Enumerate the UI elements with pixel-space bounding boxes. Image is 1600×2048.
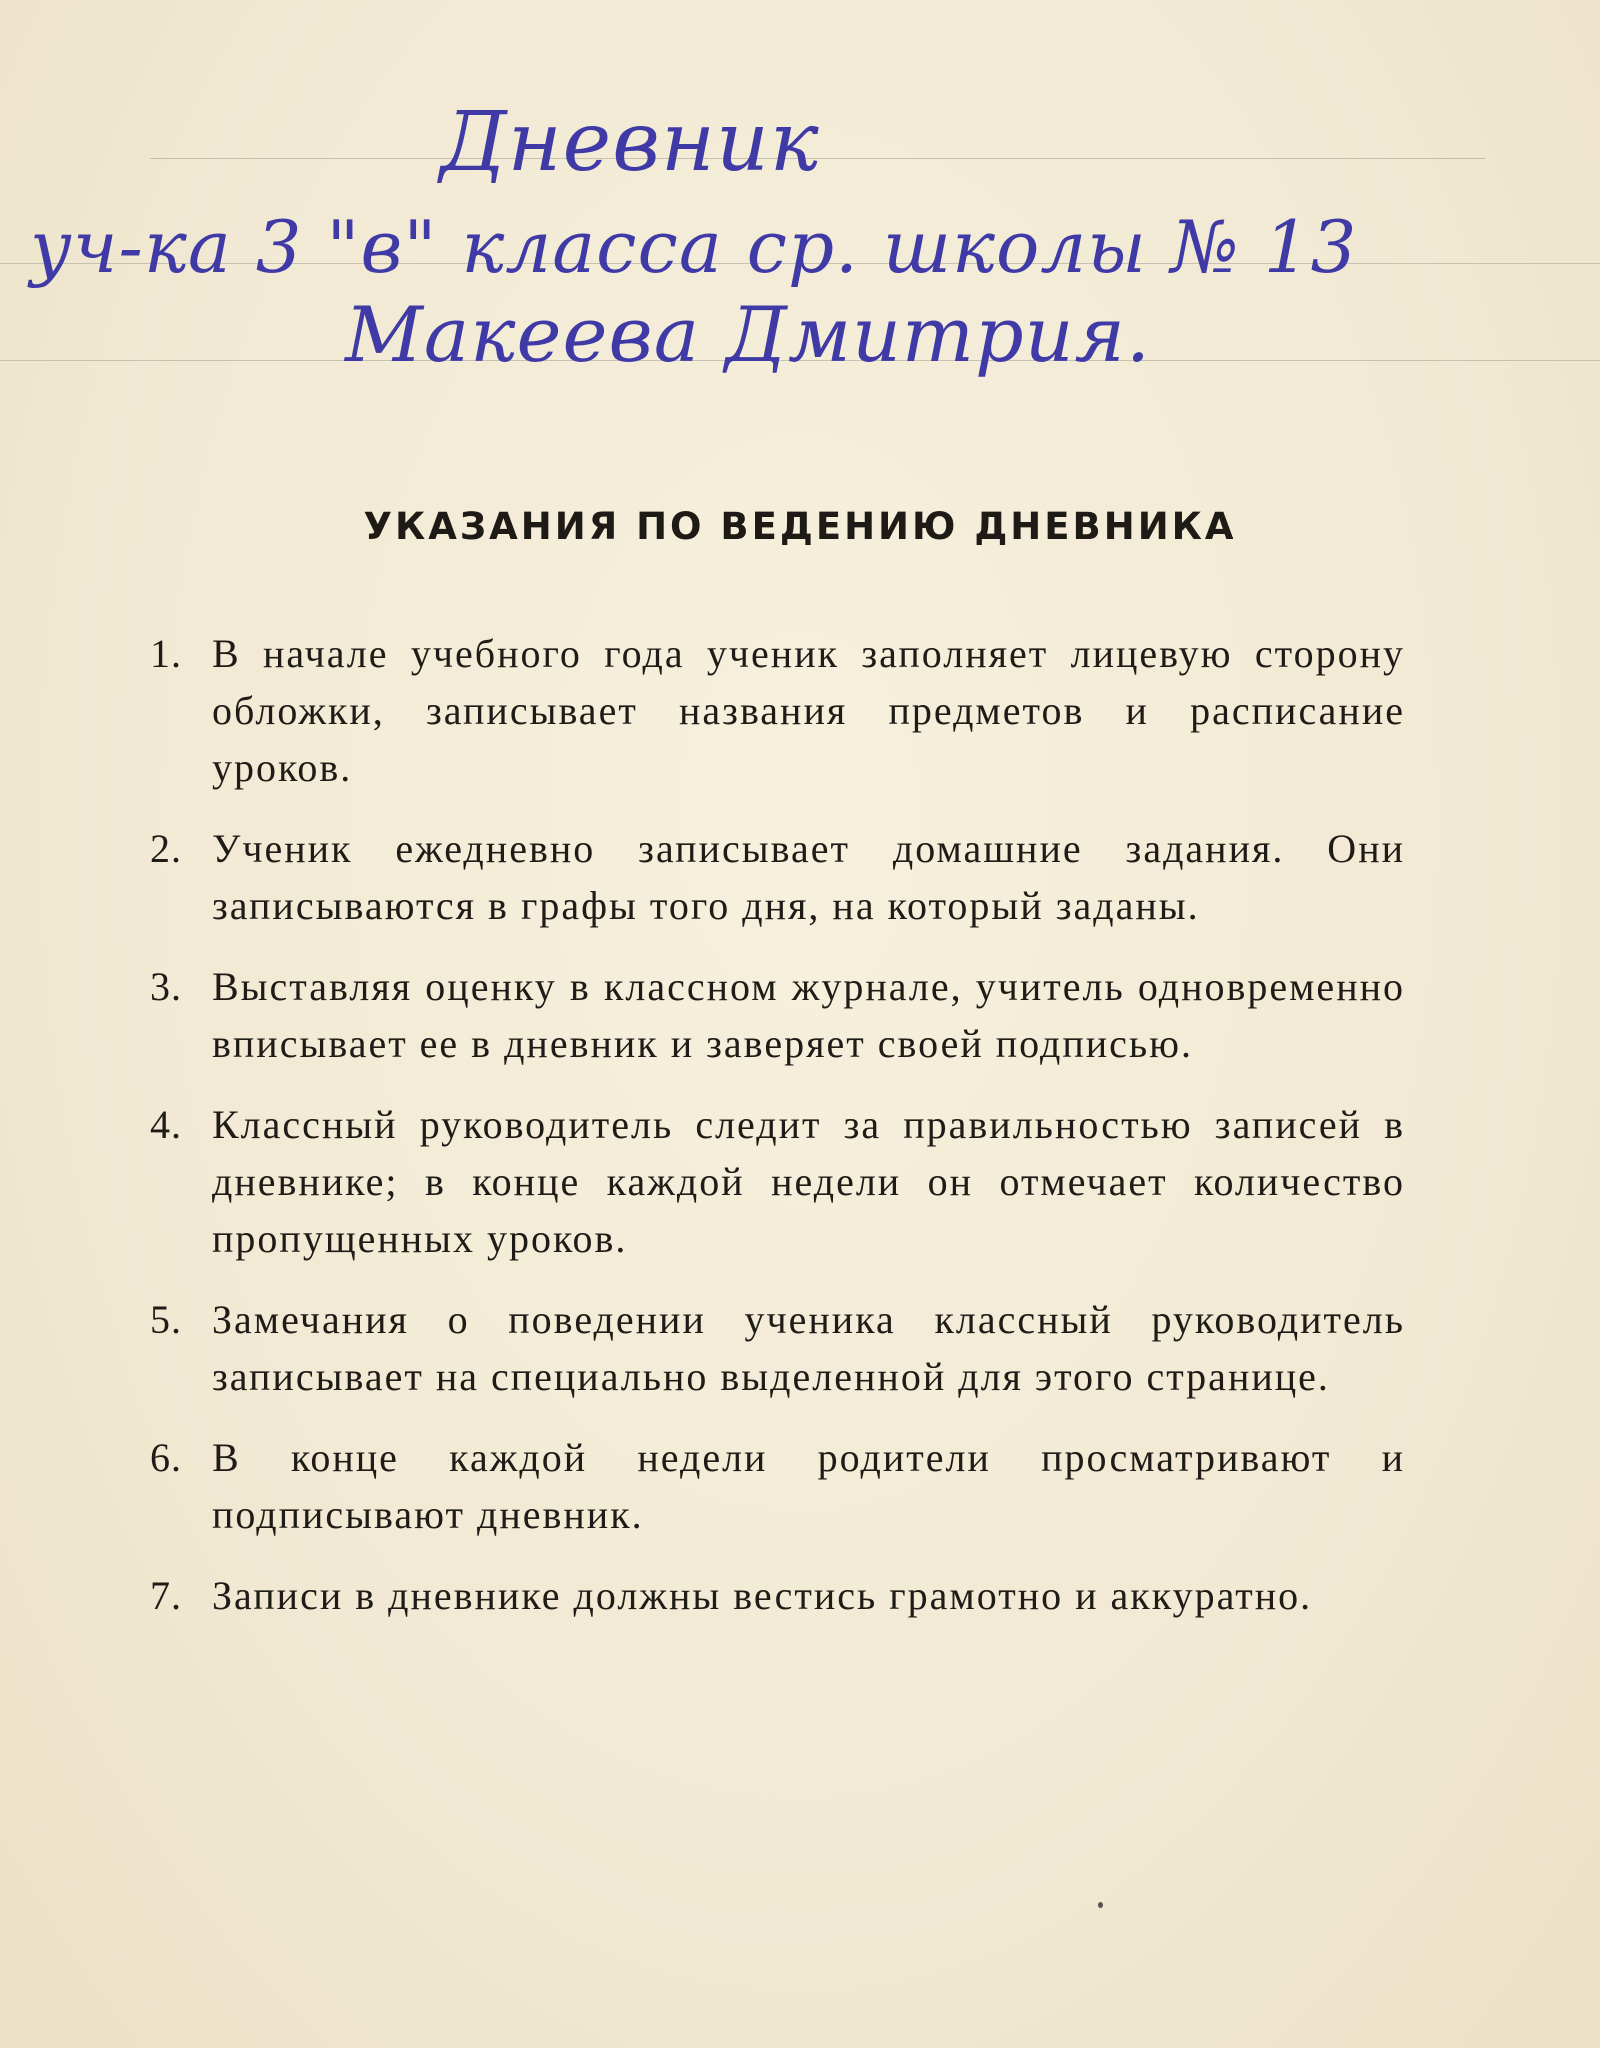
instruction-item <box>150 1096 1405 1267</box>
item-text: В конце каждой недели родители просматривают и подписывают дневник. <box>212 1435 1405 1537</box>
item-text: Ученик ежедневно записывает домашние задания. Они записываются в графы того дня, на который заданы. <box>212 826 1405 928</box>
item-number: 1. <box>150 631 182 676</box>
item-number: 3. <box>150 964 182 1009</box>
item-number: 7. <box>150 1573 182 1618</box>
item-text: Записи в дневнике должны вестись грамотно и аккуратно. <box>212 1573 1313 1618</box>
ink-speck <box>1098 1902 1103 1908</box>
instructions-list <box>150 625 1405 1648</box>
item-number: 6. <box>150 1435 182 1480</box>
handwritten-title: Дневник <box>440 95 820 190</box>
instruction-item <box>150 625 1405 796</box>
instruction-item <box>150 1429 1405 1543</box>
item-number: 4. <box>150 1102 182 1147</box>
item-text: Замечания о поведении ученика классный руководитель записывает на специально выделенной для этого странице. <box>212 1297 1405 1399</box>
item-text: В начале учебного года ученик заполняет лицевую сторону обложки, записывает названия предметов и расписание уроков. <box>212 631 1405 790</box>
instruction-item <box>150 1291 1405 1405</box>
page-heading: УКАЗАНИЯ ПО ВЕДЕНИЮ ДНЕВНИКА <box>363 505 1237 548</box>
item-number: 2. <box>150 826 182 871</box>
item-text: Выставляя оценку в классном журнале, учитель одновременно вписывает ее в дневник и заверяет своей подписью. <box>212 964 1405 1066</box>
handwritten-student-name: Макеева Дмитрия. <box>345 290 1152 379</box>
item-text: Классный руководитель следит за правильностью записей в дневнике; в конце каждой недели он отмечает количество пропущенных уроков. <box>212 1102 1405 1261</box>
instruction-item <box>150 820 1405 934</box>
item-number: 5. <box>150 1297 182 1342</box>
instruction-item <box>150 958 1405 1072</box>
handwritten-student-class: уч-ка 3 "в" класса ср. школы № 13 <box>30 205 1358 289</box>
instruction-item <box>150 1567 1405 1624</box>
